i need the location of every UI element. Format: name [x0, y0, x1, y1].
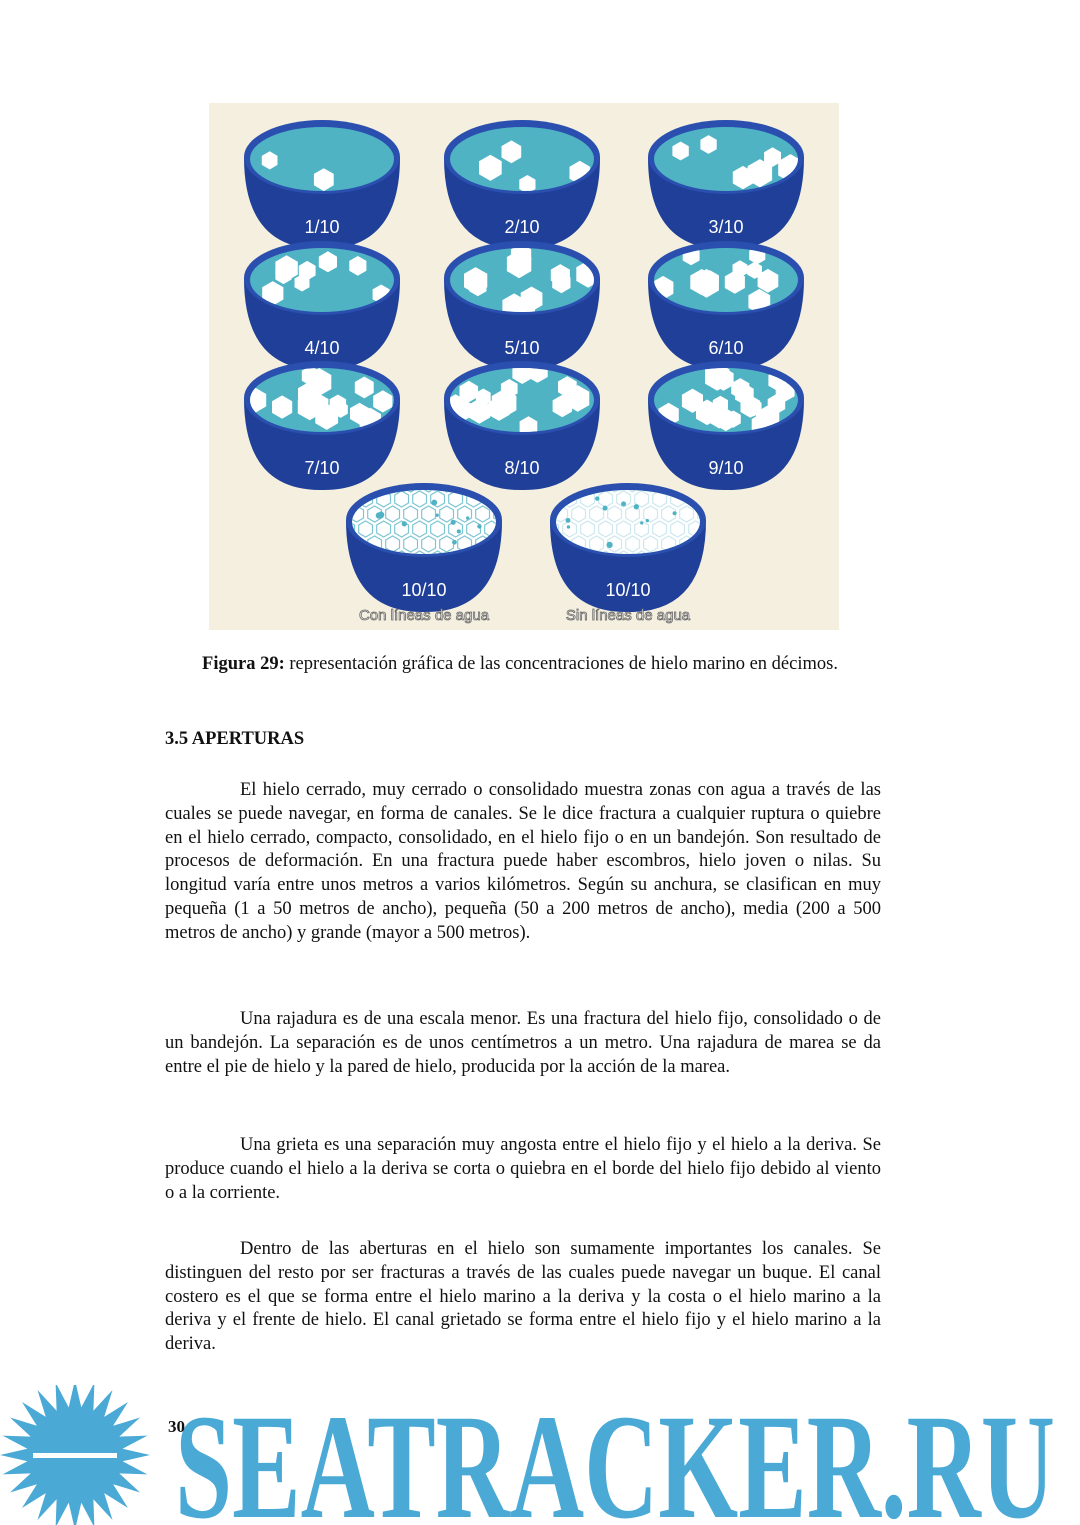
bowl-label: 8/10 [504, 458, 540, 478]
ice-bowl-2 [444, 120, 600, 249]
bowl-note: Sin líneas de agua [565, 607, 691, 624]
ice-bowl-1 [244, 120, 400, 249]
paragraph-grieta: Una grieta es una separación muy angosta entre el hielo fijo y el hielo a la deriva. Se produce cuando el hielo a la deriva se corta o quiebra en el borde del hielo fijo debido al viento o a la corriente. [165, 1135, 881, 1203]
ice-bowl-8 [444, 360, 600, 491]
ice-bowl-3 [648, 120, 804, 249]
figure-caption [170, 652, 870, 676]
paragraph-canales: Dentro de las aberturas en el hielo son sumamente importantes los canales. Se distinguen del resto por ser fracturas a través de las cuales puede navegar un buque. El canal costero es el que se forma entre el hielo marino a la deriva y la costa o el hielo marino a la deriva y el frente de hielo. El canal grietado se forma entre el hielo fijo y el hielo marino a la deriva. [165, 1239, 881, 1355]
ice-bowl-11 [545, 476, 712, 624]
watermark-text: SEATRACKER.RU [175, 1385, 1055, 1525]
bowl-label: 10/10 [401, 580, 447, 600]
bowl-label: 1/10 [304, 217, 340, 237]
paragraph-rajadura: Una rajadura es de una escala menor. Es una fractura del hielo fijo, consolidado o de un bandejón. La separación es de unos centímetros a un metro. Una rajadura de marea se da entre el pie de hielo y la pared de hielo, producida por la acción de la marea. [165, 1009, 881, 1077]
bowl-label: 5/10 [504, 338, 540, 358]
paragraph-fracturas: El hielo cerrado, muy cerrado o consolidado muestra zonas con agua a través de las cuales se puede navegar, en forma de canales. Se le dice fractura a cualquier ruptura o quiebre en el hielo cerrado, compacto, consolidado, en el hielo fijo o en un bandejón. Son resultado de procesos de deformación. En una fractura puede haber escombros, hielo joven o nilas. Su longitud varía entre unos metros a varios kilómetros. Según su anchura, se clasifican en muy pequeña (1 a 50 metros de ancho), pequeña (50 a 200 metros de ancho), media (200 a 500 metros de ancho) y grande (mayor a 500 metros). [165, 780, 881, 943]
ice-bowl-10 [341, 476, 508, 624]
bowl-label: 7/10 [304, 458, 340, 478]
ice-concentration-figure [209, 103, 839, 630]
caption-text: representación gráfica de las concentraciones de hielo marino en décimos. [284, 654, 838, 674]
ice-bowl-7 [244, 361, 400, 490]
section-heading: 3.5 APERTURAS [165, 729, 305, 749]
bowl-note: Con líneas de agua [358, 607, 490, 624]
bowl-label: 10/10 [605, 580, 651, 600]
seatracker-watermark [0, 1385, 1080, 1525]
ice-bowl-4 [244, 241, 400, 370]
bowl-label: 9/10 [708, 458, 744, 478]
bowl-label: 6/10 [708, 338, 744, 358]
ice-bowl-6 [648, 241, 804, 370]
caption-label: Figura 29: [202, 654, 285, 674]
bowl-label: 2/10 [504, 217, 540, 237]
sun-logo-icon [0, 1385, 150, 1525]
ice-bowls-illustration [209, 103, 839, 630]
bowl-label: 4/10 [304, 338, 340, 358]
bowl-label: 3/10 [708, 217, 744, 237]
ice-bowl-5 [444, 241, 600, 370]
page-number: 30 [168, 1417, 185, 1436]
ice-bowl-9 [648, 361, 804, 490]
